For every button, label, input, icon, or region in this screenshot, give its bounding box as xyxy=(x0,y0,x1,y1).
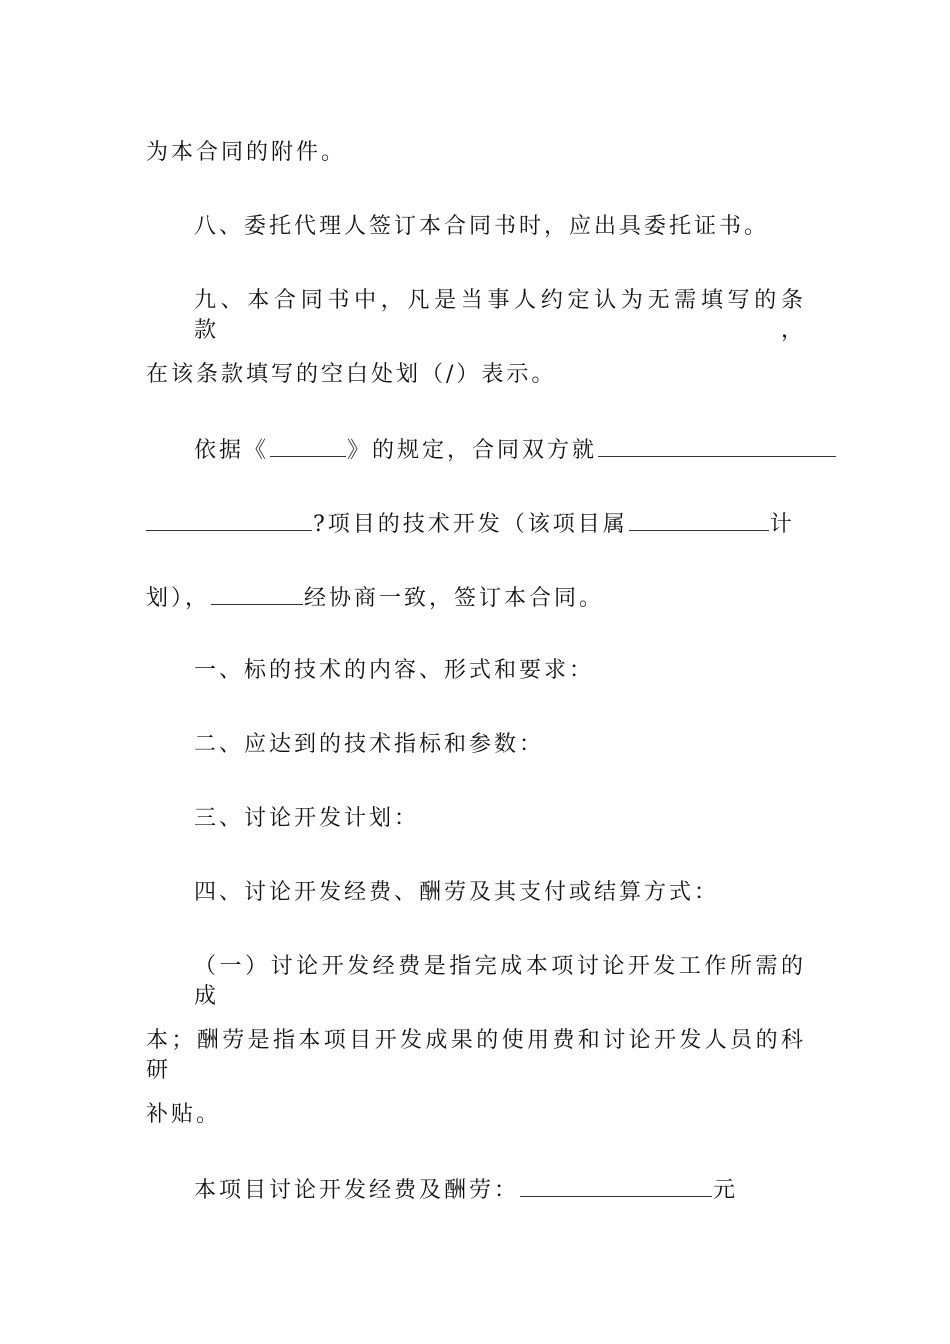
cost-amount-label: 本项目讨论开发经费及酬劳： xyxy=(194,1178,520,1203)
basis-line-2 xyxy=(146,508,806,540)
section-two: 二、应达到的技术指标和参数： xyxy=(194,732,545,757)
clause-nine-continued: 在该条款填写的空白处划（/）表示。 xyxy=(146,362,557,387)
basis-line-1 xyxy=(194,434,806,466)
clause-eight: 八、委托代理人签订本合同书时，应出具委托证书。 xyxy=(194,214,770,239)
section-three: 三、讨论开发计划： xyxy=(194,806,420,831)
cost-amount-line xyxy=(194,1174,806,1206)
section-four: 四、讨论开发经费、酬劳及其支付或结算方式： xyxy=(194,880,720,905)
basis-text-2: 》的规定，合同双方就 xyxy=(347,438,598,463)
law-name-blank[interactable] xyxy=(270,434,346,457)
project-name-blank-continued[interactable] xyxy=(146,508,312,531)
cost-definition-line-3: 补贴。 xyxy=(146,1102,222,1127)
basis-text-6: 经协商一致，签订本合同。 xyxy=(304,586,605,611)
cost-amount-blank[interactable] xyxy=(520,1174,712,1197)
cost-amount-unit: 元 xyxy=(713,1178,739,1203)
remark-blank[interactable] xyxy=(211,582,303,605)
cost-definition-line-1: （一）讨论开发经费是指完成本项讨论开发工作所需的成 xyxy=(194,954,806,1009)
clause-nine: 九、本合同书中，凡是当事人约定认为无需填写的条款， xyxy=(194,288,806,343)
basis-text-4: 计 xyxy=(769,512,795,537)
plan-name-blank[interactable] xyxy=(629,508,769,531)
basis-line-3 xyxy=(146,582,806,614)
text-line-attachment: 为本合同的附件。 xyxy=(146,140,347,165)
basis-text-1: 依据《 xyxy=(194,438,270,463)
cost-definition-line-2: 本；酬劳是指本项目开发成果的使用费和讨论开发人员的科研 xyxy=(146,1028,806,1083)
section-one: 一、标的技术的内容、形式和要求： xyxy=(194,658,595,683)
project-name-blank[interactable] xyxy=(598,434,836,457)
basis-text-3: ?项目的技术开发（该项目属 xyxy=(313,512,628,537)
basis-text-5: 划）， xyxy=(146,586,211,611)
